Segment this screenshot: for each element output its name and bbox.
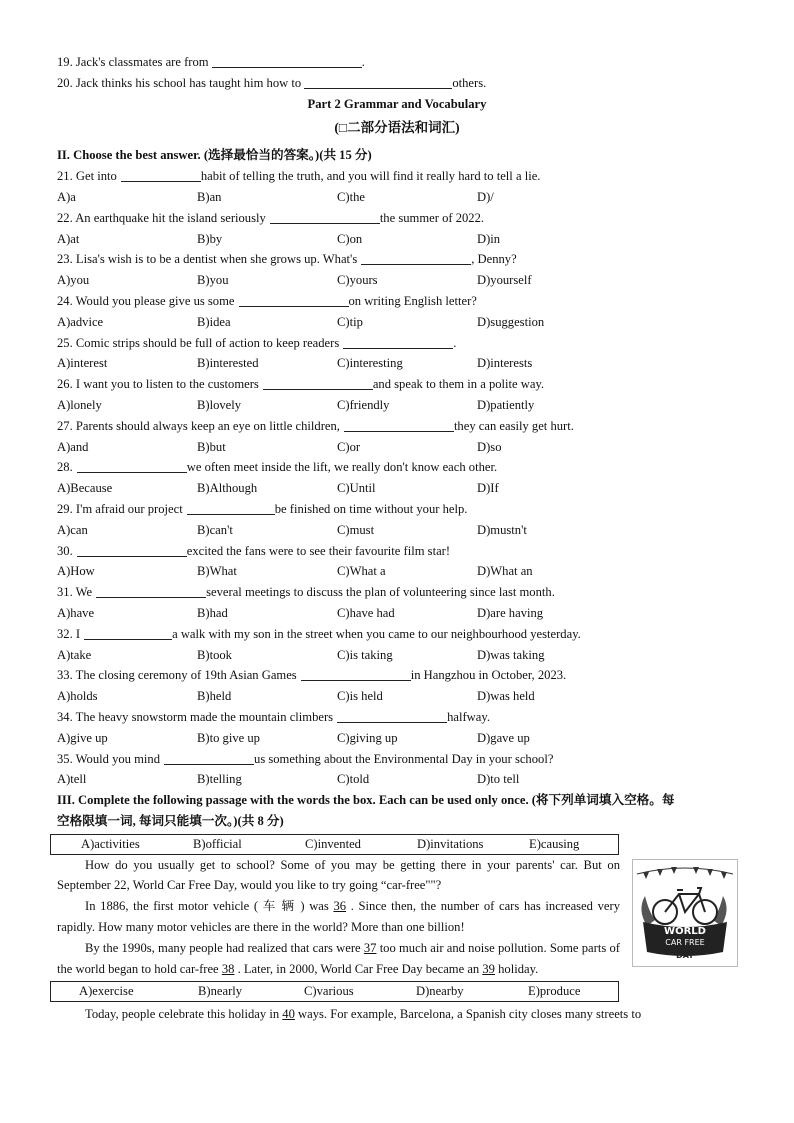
options-row (57, 312, 737, 333)
word-option: E)causing (529, 836, 580, 851)
answer-option[interactable]: A)give up (57, 730, 108, 745)
options-row (57, 520, 737, 541)
word-option: E)produce (528, 984, 581, 999)
question-26: 26. I want you to listen to the customers and speak to them in a polite way. (57, 377, 545, 392)
answer-option[interactable]: D)to tell (477, 772, 520, 787)
answer-option[interactable]: C)the (337, 189, 365, 204)
options-row (57, 437, 737, 458)
passage-paragraph-2: In 1886, the first motor vehicle ( 车 辆 ) was 36 . Since then, the number of cars has increased very rapidly. How many motor vehicles are there in the world? More than one billion! (57, 899, 620, 935)
blank-number[interactable]: 39 (482, 961, 495, 976)
blank-number[interactable]: 40 (282, 1007, 295, 1022)
question-20: 20. Jack thinks his school has taught him how to others. (57, 75, 487, 90)
question-35: 35. Would you mind us something about the Environmental Day in your school? (57, 751, 554, 766)
question-31: 31. We several meetings to discuss the plan of volunteering since last month. (57, 585, 555, 600)
word-option: D)invitations (417, 836, 484, 851)
question-34: 34. The heavy snowstorm made the mountain climbers halfway. (57, 709, 490, 724)
answer-option[interactable]: C)is held (337, 689, 383, 704)
answer-option[interactable]: A)advice (57, 314, 104, 329)
part2-title: Part 2 Grammar and Vocabulary (307, 96, 487, 111)
answer-blank[interactable] (84, 626, 172, 640)
answer-option[interactable]: D)suggestion (477, 314, 545, 329)
svg-text:DAY: DAY (676, 951, 694, 960)
answer-option[interactable]: A)holds (57, 689, 98, 704)
answer-blank[interactable] (77, 543, 187, 557)
answer-option[interactable]: C)on (337, 231, 363, 246)
answer-option[interactable]: D)in (477, 231, 501, 246)
part2-subtitle: (□二部分语法和词汇) (334, 120, 460, 136)
answer-option[interactable]: A)take (57, 647, 92, 662)
options-row (57, 686, 737, 707)
options-row (57, 645, 737, 666)
question-23: 23. Lisa's wish is to be a dentist when she grows up. What's , Denny? (57, 252, 517, 267)
answer-option[interactable]: B)Although (197, 481, 258, 496)
answer-option[interactable]: C)yours (337, 273, 378, 288)
options-row (57, 478, 737, 499)
question-22: 22. An earthquake hit the island seriously the summer of 2022. (57, 210, 485, 225)
answer-blank[interactable] (263, 376, 373, 390)
answer-option[interactable]: D)yourself (477, 273, 532, 288)
answer-blank[interactable] (344, 418, 454, 432)
word-option: A)activities (81, 836, 140, 851)
answer-option[interactable]: D)/ (477, 189, 494, 204)
answer-option[interactable]: A)at (57, 231, 80, 246)
answer-option[interactable]: A)lonely (57, 397, 102, 412)
answer-option[interactable]: B)had (197, 605, 228, 620)
question-32: 32. I a walk with my son in the street when you came to our neighbourhood yesterday. (57, 626, 581, 641)
answer-option[interactable]: C)must (337, 522, 375, 537)
answer-blank[interactable] (164, 751, 254, 765)
options-row (57, 229, 737, 250)
answer-blank[interactable] (77, 459, 187, 473)
answer-option[interactable]: B)telling (197, 772, 242, 787)
options-row (57, 353, 737, 374)
answer-option[interactable]: A)interest (57, 356, 108, 371)
options-row (57, 603, 737, 624)
answer-option[interactable]: A)a (57, 189, 76, 204)
passage-paragraph-4: Today, people celebrate this holiday in 40 ways. For example, Barcelona, a Spanish city closes many streets to (85, 1007, 642, 1022)
answer-option[interactable]: C)told (337, 772, 370, 787)
question-25: 25. Comic strips should be full of action to keep readers . (57, 335, 457, 350)
answer-option[interactable]: C)or (337, 439, 361, 454)
options-row (57, 270, 737, 291)
blank-number[interactable]: 38 (221, 961, 235, 976)
answer-blank[interactable] (212, 54, 362, 68)
answer-blank[interactable] (121, 168, 201, 182)
answer-option[interactable]: B)What (197, 564, 237, 579)
answer-option[interactable]: B)can't (197, 522, 233, 537)
options-row (57, 728, 737, 749)
answer-option[interactable]: D)If (477, 481, 499, 496)
svg-text:CAR FREE: CAR FREE (665, 938, 705, 947)
answer-blank[interactable] (337, 709, 447, 723)
bicycle-icon (633, 860, 737, 966)
word-option: C)invented (305, 836, 361, 851)
answer-option[interactable]: D)so (477, 439, 502, 454)
question-33: 33. The closing ceremony of 19th Asian Games in Hangzhou in October, 2023. (57, 668, 567, 683)
svg-text:WORLD: WORLD (664, 926, 706, 937)
answer-blank[interactable] (239, 293, 349, 307)
blank-number[interactable]: 37 (363, 940, 377, 955)
section3-heading-line2: 空格限填一词, 每词只能填一次。)(共 8 分) (57, 813, 284, 828)
answer-option[interactable]: C)tip (337, 314, 363, 329)
word-box-1 (50, 834, 619, 855)
answer-option[interactable]: C)have had (337, 605, 395, 620)
question-27: 27. Parents should always keep an eye on little children, they can easily get hurt. (57, 418, 574, 433)
answer-option[interactable]: B)held (197, 689, 232, 704)
word-box-2 (50, 981, 619, 1002)
answer-blank[interactable] (361, 251, 471, 265)
answer-blank[interactable] (187, 501, 275, 515)
word-option: A)exercise (79, 984, 134, 999)
answer-option[interactable]: C)friendly (337, 397, 390, 412)
answer-option[interactable]: B)you (197, 273, 229, 288)
answer-blank[interactable] (96, 584, 206, 598)
answer-option[interactable]: C)giving up (337, 730, 398, 745)
question-30: 30. excited the fans were to see their favourite film star! (57, 543, 451, 558)
answer-option[interactable]: A)can (57, 522, 88, 537)
answer-option[interactable]: D)What an (477, 564, 533, 579)
answer-option[interactable]: B)idea (197, 314, 231, 329)
answer-option[interactable]: B)to give up (197, 730, 260, 745)
answer-option[interactable]: B)took (197, 647, 232, 662)
answer-option[interactable]: C)is taking (337, 647, 393, 662)
section3-heading-line1: III. Complete the following passage with the words the box. Each can be used only once. (将下列单词填入空格。每 (57, 793, 675, 808)
answer-option[interactable]: C)What a (337, 564, 386, 579)
question-19: 19. Jack's classmates are from . (57, 55, 365, 69)
answer-option[interactable]: D)was taking (477, 647, 545, 662)
answer-blank[interactable] (304, 75, 452, 89)
answer-blank[interactable] (343, 335, 453, 349)
answer-blank[interactable] (270, 210, 380, 224)
answer-option[interactable]: A)you (57, 273, 90, 288)
options-row (57, 561, 737, 582)
answer-option[interactable]: D)are having (477, 605, 544, 620)
word-option: C)various (304, 984, 354, 999)
answer-option[interactable]: B)by (197, 231, 223, 246)
answer-option[interactable]: D)mustn't (477, 522, 527, 537)
answer-option[interactable]: D)interests (477, 356, 533, 371)
world-car-free-day-poster (632, 859, 738, 967)
answer-option[interactable]: D)patiently (477, 397, 535, 412)
answer-option[interactable]: A)have (57, 605, 95, 620)
question-24: 24. Would you please give us some on writing English letter? (57, 293, 477, 308)
answer-option[interactable]: C)Until (337, 481, 376, 496)
answer-option[interactable]: C)interesting (337, 356, 403, 371)
answer-option[interactable]: D)was held (477, 689, 535, 704)
word-option: D)nearby (416, 984, 464, 999)
answer-option[interactable]: B)interested (197, 356, 259, 371)
answer-option[interactable]: A)and (57, 439, 89, 454)
blank-number[interactable]: 36 (333, 899, 347, 914)
word-option: B)nearly (198, 984, 243, 999)
question-21: 21. Get into habit of telling the truth, and you will find it really hard to tell a lie. (57, 169, 541, 184)
answer-option[interactable]: A)tell (57, 772, 87, 787)
options-row (57, 769, 737, 790)
answer-option[interactable]: D)gave up (477, 730, 530, 745)
answer-option[interactable]: B)lovely (197, 397, 242, 412)
answer-blank[interactable] (301, 667, 411, 681)
options-row (57, 187, 737, 208)
question-29: 29. I'm afraid our project be finished on time without your help. (57, 501, 468, 516)
section2-heading: II. Choose the best answer. (选择最恰当的答案。)(共 15 分) (57, 148, 372, 163)
passage-paragraph-3: By the 1990s, many people had realized that cars were 37 too much air and noise pollution. Some parts of the world began to hold car-free 38 . Later, in 2000, World Car Free Day became an 39 holiday. (57, 940, 620, 976)
answer-option[interactable]: B)but (197, 439, 226, 454)
options-row (57, 395, 737, 416)
passage-paragraph-1: How do you usually get to school? Some of you may be getting there in your parents' car. But on September 22, World Car Free Day, would you like to try going “car-free""? (57, 857, 620, 893)
answer-option[interactable]: B)an (197, 189, 222, 204)
word-option: B)official (193, 836, 242, 851)
answer-option[interactable]: A)Because (57, 481, 113, 496)
question-28: 28. we often meet inside the lift, we really don't know each other. (57, 460, 498, 475)
question-list (57, 166, 737, 790)
answer-option[interactable]: A)How (57, 564, 95, 579)
